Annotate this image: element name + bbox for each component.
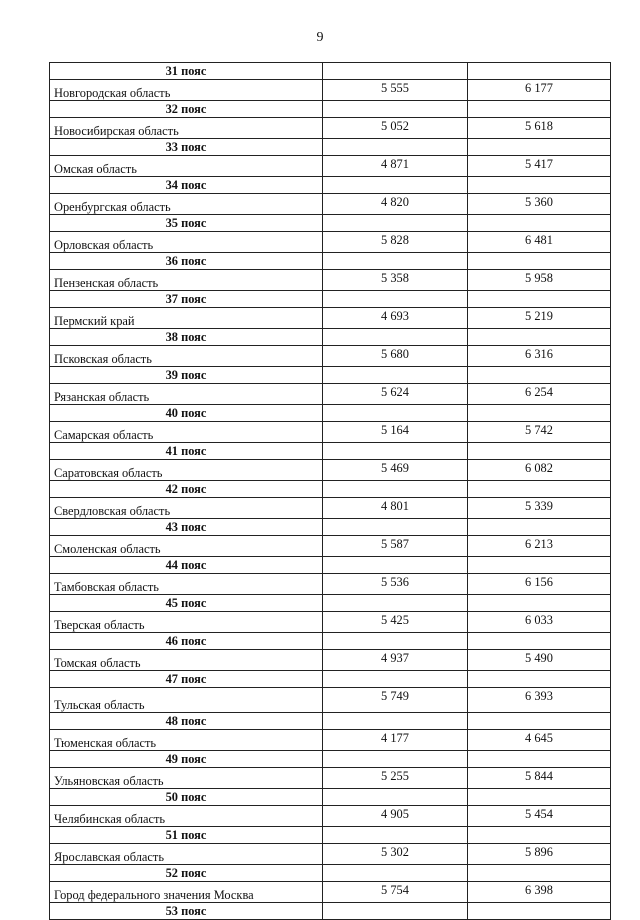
zone-label: 51 пояс — [50, 827, 323, 844]
zone-empty-cell — [323, 63, 468, 80]
region-name: Самарская область — [50, 422, 323, 443]
zone-empty-cell — [323, 595, 468, 612]
zone-label: 36 пояс — [50, 253, 323, 270]
zone-empty-cell — [323, 139, 468, 156]
table-row — [50, 270, 611, 291]
zone-header-row — [50, 865, 611, 882]
value-col-2: 4 645 — [468, 730, 611, 751]
table-row — [50, 346, 611, 367]
value-col-1: 5 680 — [323, 346, 468, 367]
zone-header-row — [50, 751, 611, 768]
value-col-2: 6 082 — [468, 460, 611, 481]
zone-empty-cell — [323, 865, 468, 882]
zone-label: 32 пояс — [50, 101, 323, 118]
zone-header-row — [50, 633, 611, 650]
table-row — [50, 688, 611, 713]
zone-label: 31 пояс — [50, 63, 323, 80]
table-row — [50, 422, 611, 443]
region-name: Тульская область — [50, 688, 323, 713]
value-col-2: 5 896 — [468, 844, 611, 865]
zone-empty-cell — [468, 63, 611, 80]
value-col-1: 4 693 — [323, 308, 468, 329]
zone-header-row — [50, 177, 611, 194]
zone-empty-cell — [323, 519, 468, 536]
region-name: Тамбовская область — [50, 574, 323, 595]
zone-empty-cell — [323, 329, 468, 346]
zone-empty-cell — [468, 595, 611, 612]
zone-label: 33 пояс — [50, 139, 323, 156]
zone-label: 41 пояс — [50, 443, 323, 460]
zone-empty-cell — [323, 443, 468, 460]
region-name: Томская область — [50, 650, 323, 671]
zone-empty-cell — [468, 215, 611, 232]
zone-header-row — [50, 139, 611, 156]
zone-empty-cell — [323, 291, 468, 308]
region-name: Рязанская область — [50, 384, 323, 405]
region-name: Челябинская область — [50, 806, 323, 827]
region-name: Смоленская область — [50, 536, 323, 557]
value-col-2: 6 177 — [468, 80, 611, 101]
zone-empty-cell — [468, 751, 611, 768]
zone-header-row — [50, 443, 611, 460]
value-col-2: 6 213 — [468, 536, 611, 557]
zone-empty-cell — [323, 633, 468, 650]
table-row — [50, 384, 611, 405]
zone-empty-cell — [468, 519, 611, 536]
table-row — [50, 650, 611, 671]
zone-header-row — [50, 329, 611, 346]
zone-empty-cell — [468, 481, 611, 498]
table-row — [50, 460, 611, 481]
zone-header-row — [50, 367, 611, 384]
page-number: 9 — [316, 30, 324, 45]
zone-label: 49 пояс — [50, 751, 323, 768]
region-name: Город федерального значения Москва — [50, 882, 323, 903]
zone-label: 39 пояс — [50, 367, 323, 384]
zone-label: 34 пояс — [50, 177, 323, 194]
zone-header-row — [50, 291, 611, 308]
value-col-1: 5 555 — [323, 80, 468, 101]
zone-empty-cell — [323, 253, 468, 270]
value-col-2: 5 958 — [468, 270, 611, 291]
zone-empty-cell — [323, 713, 468, 730]
zone-label: 46 пояс — [50, 633, 323, 650]
zone-label: 50 пояс — [50, 789, 323, 806]
value-col-1: 5 358 — [323, 270, 468, 291]
value-col-1: 5 754 — [323, 882, 468, 903]
zone-label: 38 пояс — [50, 329, 323, 346]
zone-empty-cell — [323, 671, 468, 688]
zone-label: 37 пояс — [50, 291, 323, 308]
zone-header-row — [50, 405, 611, 422]
zone-empty-cell — [468, 713, 611, 730]
zone-header-row — [50, 903, 611, 920]
zone-empty-cell — [323, 101, 468, 118]
region-name: Ярославская область — [50, 844, 323, 865]
value-col-2: 6 481 — [468, 232, 611, 253]
value-col-2: 5 618 — [468, 118, 611, 139]
region-name: Ульяновская область — [50, 768, 323, 789]
zone-empty-cell — [323, 557, 468, 574]
table-row — [50, 768, 611, 789]
value-col-2: 6 156 — [468, 574, 611, 595]
zone-empty-cell — [323, 177, 468, 194]
zone-header-row — [50, 713, 611, 730]
region-name: Пермский край — [50, 308, 323, 329]
zone-header-row — [50, 215, 611, 232]
region-name: Оренбургская область — [50, 194, 323, 215]
value-col-1: 5 302 — [323, 844, 468, 865]
table-row — [50, 574, 611, 595]
value-col-1: 4 871 — [323, 156, 468, 177]
region-name: Омская область — [50, 156, 323, 177]
value-col-1: 4 937 — [323, 650, 468, 671]
zone-empty-cell — [468, 827, 611, 844]
value-col-2: 6 254 — [468, 384, 611, 405]
zone-label: 40 пояс — [50, 405, 323, 422]
region-name: Новгородская область — [50, 80, 323, 101]
zone-header-row — [50, 101, 611, 118]
zone-empty-cell — [323, 405, 468, 422]
table-row — [50, 612, 611, 633]
zone-empty-cell — [323, 789, 468, 806]
value-col-1: 4 820 — [323, 194, 468, 215]
zone-empty-cell — [468, 671, 611, 688]
value-col-2: 6 316 — [468, 346, 611, 367]
zone-header-row — [50, 481, 611, 498]
value-col-1: 5 536 — [323, 574, 468, 595]
zone-empty-cell — [468, 253, 611, 270]
table-row — [50, 80, 611, 101]
zone-label: 45 пояс — [50, 595, 323, 612]
zone-header-row — [50, 789, 611, 806]
table-row — [50, 498, 611, 519]
zone-empty-cell — [468, 177, 611, 194]
zone-label: 47 пояс — [50, 671, 323, 688]
zone-empty-cell — [468, 291, 611, 308]
value-col-2: 5 454 — [468, 806, 611, 827]
zone-header-row — [50, 827, 611, 844]
zone-empty-cell — [468, 139, 611, 156]
value-col-1: 4 177 — [323, 730, 468, 751]
value-col-2: 6 033 — [468, 612, 611, 633]
region-name: Свердловская область — [50, 498, 323, 519]
value-col-1: 4 801 — [323, 498, 468, 519]
table-body — [50, 63, 611, 920]
zone-header-row — [50, 63, 611, 80]
value-col-1: 5 469 — [323, 460, 468, 481]
zone-label: 43 пояс — [50, 519, 323, 536]
zone-header-row — [50, 253, 611, 270]
value-col-2: 5 417 — [468, 156, 611, 177]
value-col-1: 5 255 — [323, 768, 468, 789]
zone-empty-cell — [468, 443, 611, 460]
value-col-2: 5 219 — [468, 308, 611, 329]
zone-header-row — [50, 595, 611, 612]
zone-label: 52 пояс — [50, 865, 323, 882]
zone-label: 42 пояс — [50, 481, 323, 498]
value-col-1: 5 749 — [323, 688, 468, 713]
value-col-1: 5 624 — [323, 384, 468, 405]
region-name: Тверская область — [50, 612, 323, 633]
zone-empty-cell — [323, 903, 468, 920]
value-col-1: 5 587 — [323, 536, 468, 557]
zone-label: 44 пояс — [50, 557, 323, 574]
table-row — [50, 232, 611, 253]
table-row — [50, 194, 611, 215]
table-row — [50, 536, 611, 557]
value-col-2: 6 393 — [468, 688, 611, 713]
value-col-1: 5 425 — [323, 612, 468, 633]
zone-empty-cell — [468, 789, 611, 806]
value-col-1: 5 164 — [323, 422, 468, 443]
zone-label: 35 пояс — [50, 215, 323, 232]
table-row — [50, 730, 611, 751]
table-row — [50, 308, 611, 329]
region-name: Пензенская область — [50, 270, 323, 291]
zone-empty-cell — [468, 633, 611, 650]
zone-label: 48 пояс — [50, 713, 323, 730]
value-col-2: 6 398 — [468, 882, 611, 903]
zone-empty-cell — [323, 751, 468, 768]
value-col-2: 5 360 — [468, 194, 611, 215]
zone-header-row — [50, 557, 611, 574]
tariff-table — [49, 62, 611, 920]
table-row — [50, 844, 611, 865]
zone-empty-cell — [468, 865, 611, 882]
zone-empty-cell — [468, 405, 611, 422]
zone-header-row — [50, 671, 611, 688]
value-col-2: 5 844 — [468, 768, 611, 789]
zone-empty-cell — [323, 827, 468, 844]
region-name: Тюменская область — [50, 730, 323, 751]
region-name: Саратовская область — [50, 460, 323, 481]
value-col-2: 5 339 — [468, 498, 611, 519]
region-name: Псковская область — [50, 346, 323, 367]
zone-empty-cell — [323, 215, 468, 232]
zone-header-row — [50, 519, 611, 536]
region-name: Новосибирская область — [50, 118, 323, 139]
table-row — [50, 156, 611, 177]
value-col-2: 5 742 — [468, 422, 611, 443]
zone-empty-cell — [323, 481, 468, 498]
table-row — [50, 118, 611, 139]
table-row — [50, 806, 611, 827]
value-col-1: 5 828 — [323, 232, 468, 253]
region-name: Орловская область — [50, 232, 323, 253]
table-row — [50, 882, 611, 903]
zone-empty-cell — [323, 367, 468, 384]
zone-empty-cell — [468, 903, 611, 920]
zone-empty-cell — [468, 367, 611, 384]
value-col-2: 5 490 — [468, 650, 611, 671]
zone-empty-cell — [468, 101, 611, 118]
zone-empty-cell — [468, 329, 611, 346]
value-col-1: 5 052 — [323, 118, 468, 139]
zone-empty-cell — [468, 557, 611, 574]
value-col-1: 4 905 — [323, 806, 468, 827]
zone-label: 53 пояс — [50, 903, 323, 920]
